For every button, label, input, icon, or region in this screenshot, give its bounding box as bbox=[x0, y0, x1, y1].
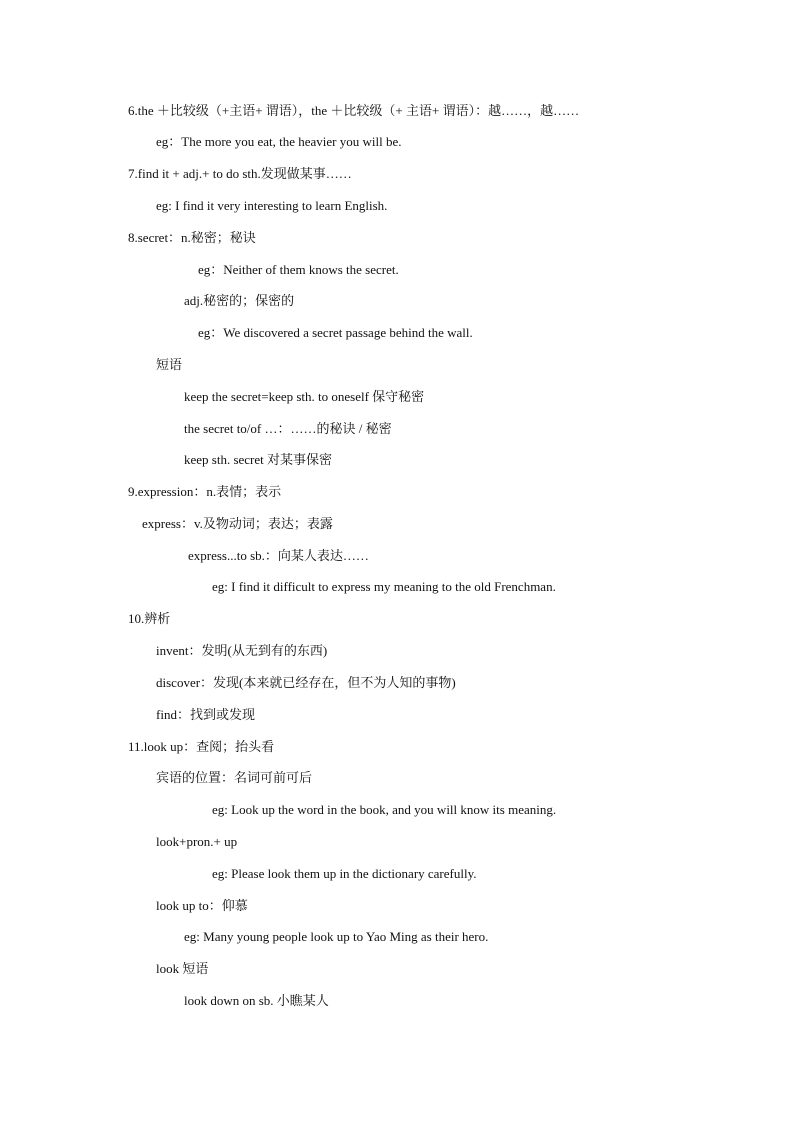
item-6-heading: 6.the ＋比较级（+主语+ 谓语），the ＋比较级（+ 主语+ 谓语）：越……，越…… bbox=[128, 103, 580, 118]
phrase-line: express...to sb.：向某人表达…… bbox=[188, 548, 369, 563]
phrases-heading: 短语 bbox=[156, 357, 183, 372]
phrase-line: look down on sb. 小瞧某人 bbox=[184, 993, 329, 1008]
example-sentence: eg: Please look them up in the dictionary carefully. bbox=[212, 866, 477, 881]
example-sentence: eg: I find it very interesting to learn English. bbox=[156, 198, 388, 213]
definition-line: adj.秘密的；保密的 bbox=[184, 293, 295, 308]
phrases-heading: look 短语 bbox=[156, 961, 209, 976]
phrase-line: the secret to/of …：……的秘诀 / 秘密 bbox=[184, 421, 392, 436]
definition-line: 宾语的位置：名词可前可后 bbox=[156, 770, 313, 785]
definition-line: express：v.及物动词；表达；表露 bbox=[142, 516, 333, 531]
example-sentence: eg：Neither of them knows the secret. bbox=[198, 262, 399, 277]
item-11-heading: 11.look up：查阅；抬头看 bbox=[128, 739, 275, 754]
item-8-heading: 8.secret：n.秘密；秘诀 bbox=[128, 230, 256, 245]
definition-line: invent：发明(从无到有的东西) bbox=[156, 643, 328, 658]
definition-line: find：找到或发现 bbox=[156, 707, 255, 722]
definition-line: look up to：仰慕 bbox=[156, 898, 248, 913]
item-9-heading: 9.expression：n.表情；表示 bbox=[128, 484, 282, 499]
item-10-heading: 10.辨析 bbox=[128, 611, 171, 626]
example-sentence: eg: I find it difficult to express my meaning to the old Frenchman. bbox=[212, 579, 556, 594]
example-sentence: eg：The more you eat, the heavier you will be. bbox=[156, 134, 402, 149]
item-7-heading: 7.find it + adj.+ to do sth.发现做某事…… bbox=[128, 166, 352, 181]
example-sentence: eg: Many young people look up to Yao Ming as their hero. bbox=[184, 929, 489, 944]
example-sentence: eg：We discovered a secret passage behind the wall. bbox=[198, 325, 473, 340]
definition-line: discover：发现(本来就已经存在，但不为人知的事物) bbox=[156, 675, 456, 690]
phrase-line: keep the secret=keep sth. to oneself 保守秘密 bbox=[184, 389, 425, 404]
definition-line: look+pron.+ up bbox=[156, 834, 238, 849]
phrase-line: keep sth. secret 对某事保密 bbox=[184, 452, 333, 467]
example-sentence: eg: Look up the word in the book, and you will know its meaning. bbox=[212, 802, 557, 817]
